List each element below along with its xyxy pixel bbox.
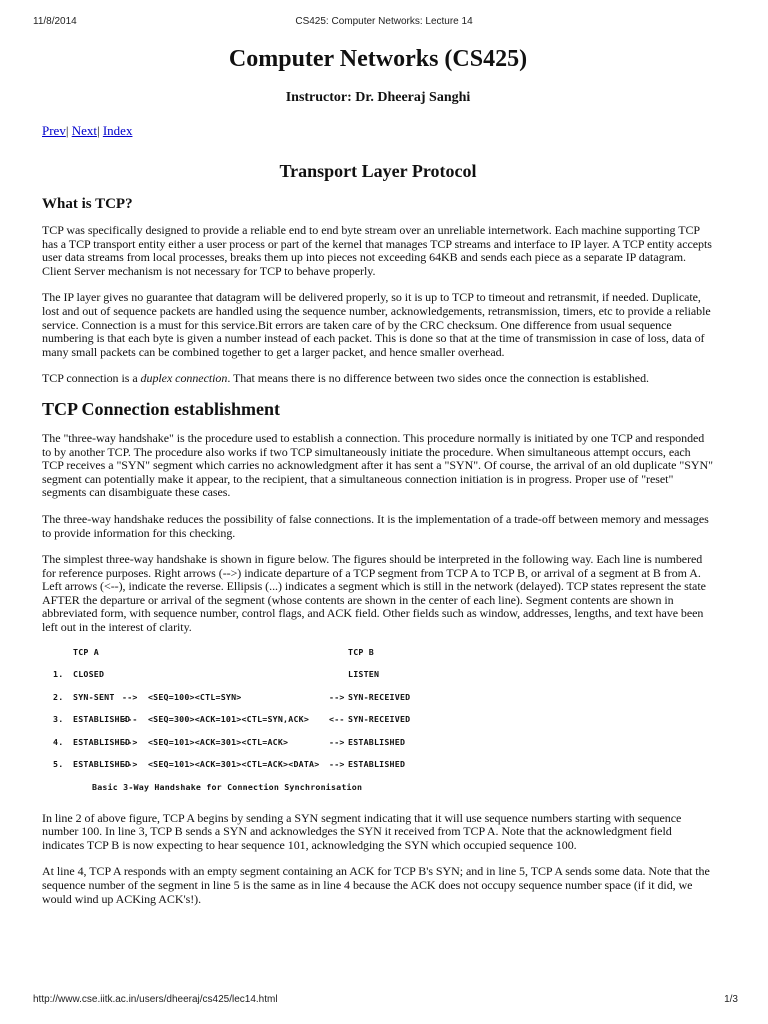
segment-contents: --> <SEQ=101><ACK=301><CTL=ACK><DATA> [122, 759, 320, 770]
segment-contents: --> <SEQ=100><CTL=SYN> [122, 691, 242, 702]
direction-arrow: --> [329, 759, 345, 770]
prev-link[interactable]: Prev [42, 123, 66, 138]
nav-separator: | [96, 123, 100, 138]
print-url: http://www.cse.iitk.ac.in/users/dheeraj/cs425/lec14.html [33, 994, 278, 1005]
line-2-explanation-paragraph: In line 2 of above figure, TCP A begins by sending a SYN segment indicating that it will use sequence numbers starting with sequence number 100. In line 3, TCP B sends a SYN and acknowledges the SYN it received from TCP A. Note that the acknowledgment field indicates TCP B is now expecting to hear sequence 101, acknowledging the SYN which occupied sequence 100. [42, 810, 682, 852]
figure-row [42, 692, 714, 715]
direction-arrow: <-- [329, 714, 345, 725]
ip-layer-paragraph: The IP layer gives no guarantee that datagram will be delivered properly, so it is up to TCP to timeout and retransmit, if needed. Duplicate, lost and out of sequence packets are handled using the sequence number, acknowledgements, retransmission, timers, etc to provide a reliable service. Connection is a must for this service.Bit errors are taken care of by the CRC checksum. One difference from usual sequence numbering is that each byte is given a number instead of each packet. This is done so that at the time of transmission in case of loss, data of many small packets can be combined together to get a larger packet, and hence smaller overhead. [42, 290, 711, 359]
line-4-explanation-paragraph: At line 4, TCP A responds with an empty segment containing an ACK for TCP B's SYN; and in line 5, TCP A sends some data. Note that the sequence number of the segment in line 5 is the same as in line 4 because the ACK does not occupy sequence number space (if it did, we would wind up ACKing ACK's!). [42, 864, 710, 906]
print-page-title: CS425: Computer Networks: Lecture 14 [295, 16, 473, 27]
figure-header-row [42, 647, 714, 670]
three-way-handshake-paragraph: The "three-way handshake" is the procedure used to establish a connection. This procedure normally is initiated by one TCP and responded to by another TCP. The procedure also works if two TCP simultaneously initiate the procedure. When simultaneous attempt occurs, each TCP receives a "SYN" segment which carries no acknowledgment after it has sent a "SYN". Of course, the arrival of an old duplicate "SYN" segment can potentially make it appear, to the recipient, that a simultaneous connection initiation is in progress. Proper use of "reset" segments can disambiguate these cases. [42, 430, 713, 500]
row-number: 3. [53, 714, 64, 725]
instructor-line: Instructor: Dr. Dheeraj Sanghi [285, 90, 471, 105]
figure-row [42, 759, 714, 782]
what-is-tcp-heading: What is TCP? [42, 196, 133, 212]
tcp-a-state: CLOSED [73, 669, 105, 680]
false-connections-paragraph: The three-way handshake reduces the possibility of false connections. It is the implementation of a trade-off between memory and messages to provide information for this checking. [42, 511, 709, 540]
tcp-b-header: TCP B [348, 646, 374, 657]
tcp-a-state: ESTABLISHED [73, 759, 131, 770]
course-title: Computer Networks (CS425) [228, 46, 528, 72]
connection-establishment-heading: TCP Connection establishment [42, 398, 281, 419]
tcp-a-header: TCP A [73, 646, 99, 657]
tcp-b-state: ESTABLISHED [348, 759, 406, 770]
tcp-a-state: ESTABLISHED [73, 714, 131, 725]
document-body [42, 38, 714, 906]
print-header [0, 16, 768, 30]
next-link[interactable]: Next [71, 123, 97, 138]
print-date: 11/8/2014 [33, 16, 77, 27]
segment-contents: <-- <SEQ=300><ACK=101><CTL=SYN,ACK> [122, 714, 310, 725]
duplex-text-after: . That means there is no difference between two sides once the connection is established. [227, 371, 649, 386]
handshake-figure [42, 647, 714, 800]
nav-separator: | [65, 123, 69, 138]
duplex-connection-emphasis: duplex connection [140, 371, 228, 386]
row-number: 2. [53, 691, 64, 702]
figure-caption: Basic 3-Way Handshake for Connection Synchronisation [92, 781, 363, 792]
duplex-text-before: TCP connection is a [42, 371, 141, 386]
figure-row [42, 669, 714, 692]
row-number: 4. [53, 736, 64, 747]
tcp-a-state: ESTABLISHED [73, 736, 131, 747]
figure-row [42, 737, 714, 760]
page-number: 1/3 [724, 994, 738, 1005]
section-title: Transport Layer Protocol [279, 161, 477, 181]
tcp-b-state: SYN-RECEIVED [348, 714, 411, 725]
direction-arrow: --> [329, 736, 345, 747]
duplex-paragraph [42, 372, 714, 386]
tcp-a-state: SYN-SENT [73, 691, 115, 702]
print-footer [0, 994, 768, 1008]
figure-explanation-paragraph: The simplest three-way handshake is shown in figure below. The figures should be interpreted in the following way. Each line is numbered for reference purposes. Right arrows (-->) indicate departure of a TCP segment from TCP A to TCP B, or arrival of a segment at B from A. Left arrows (<--), indicate the reverse. Ellipsis (...) indicates a segment which is still in the network (delayed). TCP states represent the state AFTER the departure or arrival of the segment (whose contents are shown in the center of each line). Segment contents are shown in abbreviated form, with sequence number, control flags, and ACK field. Other fields such as window, addresses, lengths, and text have been left out in the interest of clarity. [42, 552, 706, 635]
tcp-b-state: ESTABLISHED [348, 736, 406, 747]
row-number: 1. [53, 669, 64, 680]
direction-arrow: --> [329, 691, 345, 702]
figure-row [42, 714, 714, 737]
tcp-b-state: LISTEN [348, 669, 380, 680]
tcp-b-state: SYN-RECEIVED [348, 691, 411, 702]
tcp-intro-paragraph: TCP was specifically designed to provide a reliable end to end byte stream over an unreliable internetwork. Each machine supporting TCP has a TCP transport entity either a user process or part of the kernel that manages TCP streams and interface to IP layer. A TCP entity accepts user data streams from local processes, breaks them up into pieces not exceeding 64KB and sends each piece as a separate IP datagram. Client Server mechanism is not necessary for TCP to behave properly. [42, 223, 712, 278]
index-link[interactable]: Index [102, 123, 133, 138]
nav-links [42, 123, 714, 139]
segment-contents: --> <SEQ=101><ACK=301><CTL=ACK> [122, 736, 289, 747]
row-number: 5. [53, 759, 64, 770]
